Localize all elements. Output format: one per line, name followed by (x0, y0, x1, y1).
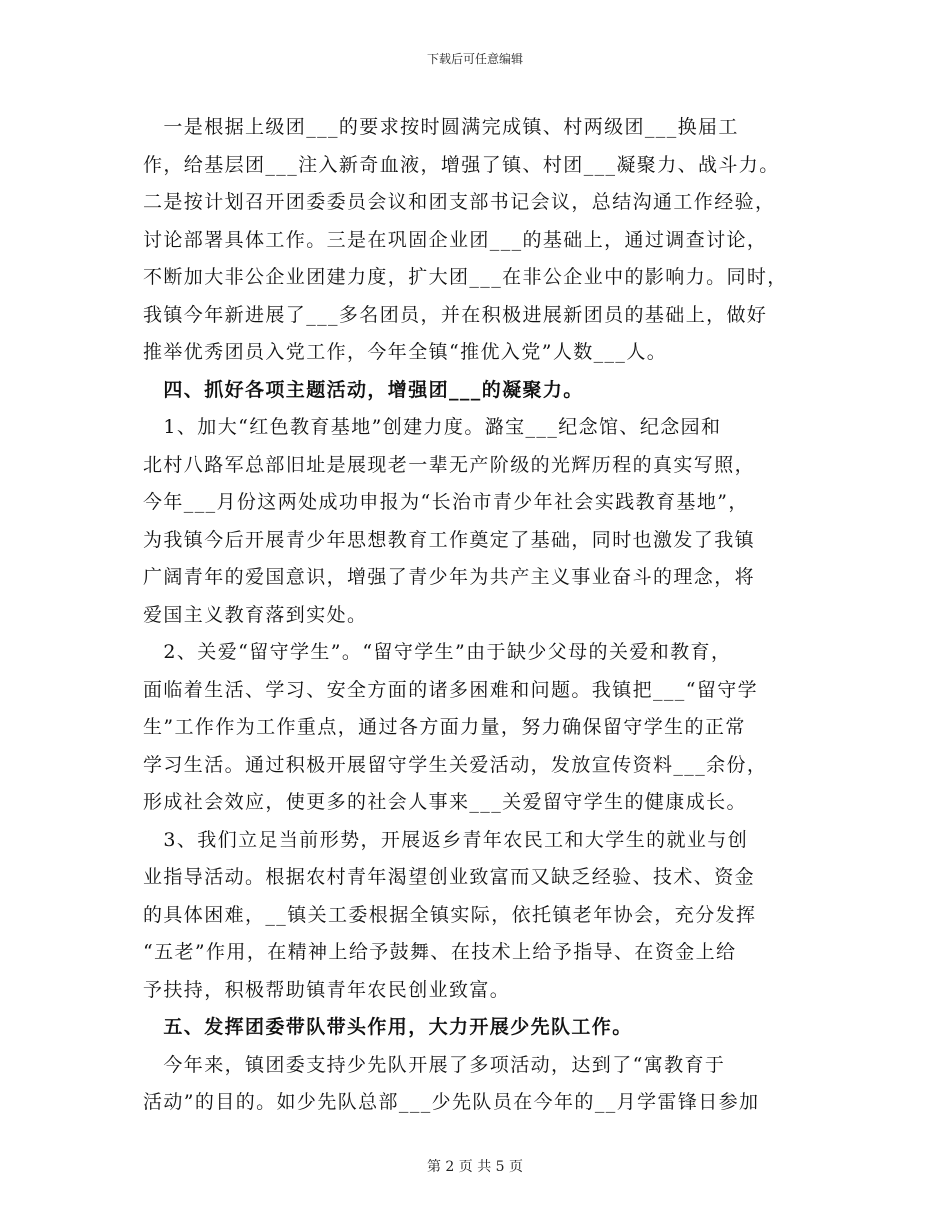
body-line: 为我镇今后开展青少年思想教育工作奠定了基础，同时也激发了我镇 (143, 528, 756, 551)
body-line: 生”工作作为工作重点，通过各方面力量，努力确保留守学生的正常 (143, 716, 746, 738)
body-line: 不断加大非公企业团建力度，扩大团___在非公企业中的影响力。同时， (143, 266, 788, 288)
page-header: 下载后可任意编辑 (426, 52, 523, 66)
body-line: 讨论部署具体工作。三是在巩固企业团___的基础上，通过调查讨论， (143, 228, 768, 251)
body-line: 业指导活动。根据农村青年渴望创业致富而又缺乏经验、技术、资金 (143, 866, 756, 888)
body-line: 形成社会效应，使更多的社会人事来___关爱留守学生的健康成长。 (143, 791, 747, 813)
page-footer: 第 2 页 共 5 页 (426, 1159, 524, 1175)
body-line: “五老”作用，在精神上给予鼓舞、在技术上给予指导、在资金上给 (143, 941, 737, 963)
section-heading: 五、发挥团委带队带头作用，大力开展少先队工作。 (143, 1016, 633, 1038)
body-line: 作，给基层团___注入新奇血液，增强了镇、村团___凝聚力、战斗力。 (143, 153, 780, 176)
body-line: 今年___月份这两处成功申报为“长治市青少年社会实践教育基地”， (143, 491, 749, 513)
body-line: 活动”的目的。如少先队总部___少先队员在今年的__月学雷锋日参加 (143, 1091, 760, 1113)
body-line: 2、关爱“留守学生”。“留守学生”由于缺少父母的关爱和教育， (143, 641, 732, 663)
body-line: 北村八路军总部旧址是展现老一辈无产阶级的光辉历程的真实写照， (143, 453, 756, 476)
section-heading: 四、抓好各项主题活动，增强团___的凝聚力。 (143, 378, 584, 401)
body-line: 的具体困难，__镇关工委根据全镇实际，依托镇老年协会，充分发挥 (143, 903, 757, 926)
body-line: 二是按计划召开团委委员会议和团支部书记会议，总结沟通工作经验， (143, 191, 776, 213)
body-line: 爱国主义教育落到实处。 (143, 603, 368, 626)
body-line: 我镇今年新进展了___多名团员，并在积极进展新团员的基础上，做好 (143, 303, 768, 326)
body-line: 予扶持，积极帮助镇青年农民创业致富。 (143, 978, 511, 1001)
body-line: 一是根据上级团___的要求按时圆满完成镇、村两级团___换届工 (143, 116, 739, 138)
body-line: 推举优秀团员入党工作，今年全镇“推优入党”人数___人。 (143, 341, 668, 363)
body-line: 今年来，镇团委支持少先队开展了多项活动，达到了“寓教育于 (143, 1053, 726, 1076)
document-body (143, 116, 808, 1129)
body-line: 学习生活。通过积极开展留守学生关爱活动，发放宣传资料___余份， (143, 753, 768, 776)
body-line: 3、我们立足当前形势，开展返乡青年农民工和大学生的就业与创 (143, 828, 749, 851)
body-line: 面临着生活、学习、安全方面的诸多困难和问题。我镇把___“留守学 (143, 678, 759, 701)
body-line: 1、加大“红色教育基地”创建力度。潞宝___纪念馆、纪念园和 (143, 416, 722, 438)
body-line: 广阔青年的爱国意识，增强了青少年为共产主义事业奋斗的理念，将 (143, 566, 756, 588)
